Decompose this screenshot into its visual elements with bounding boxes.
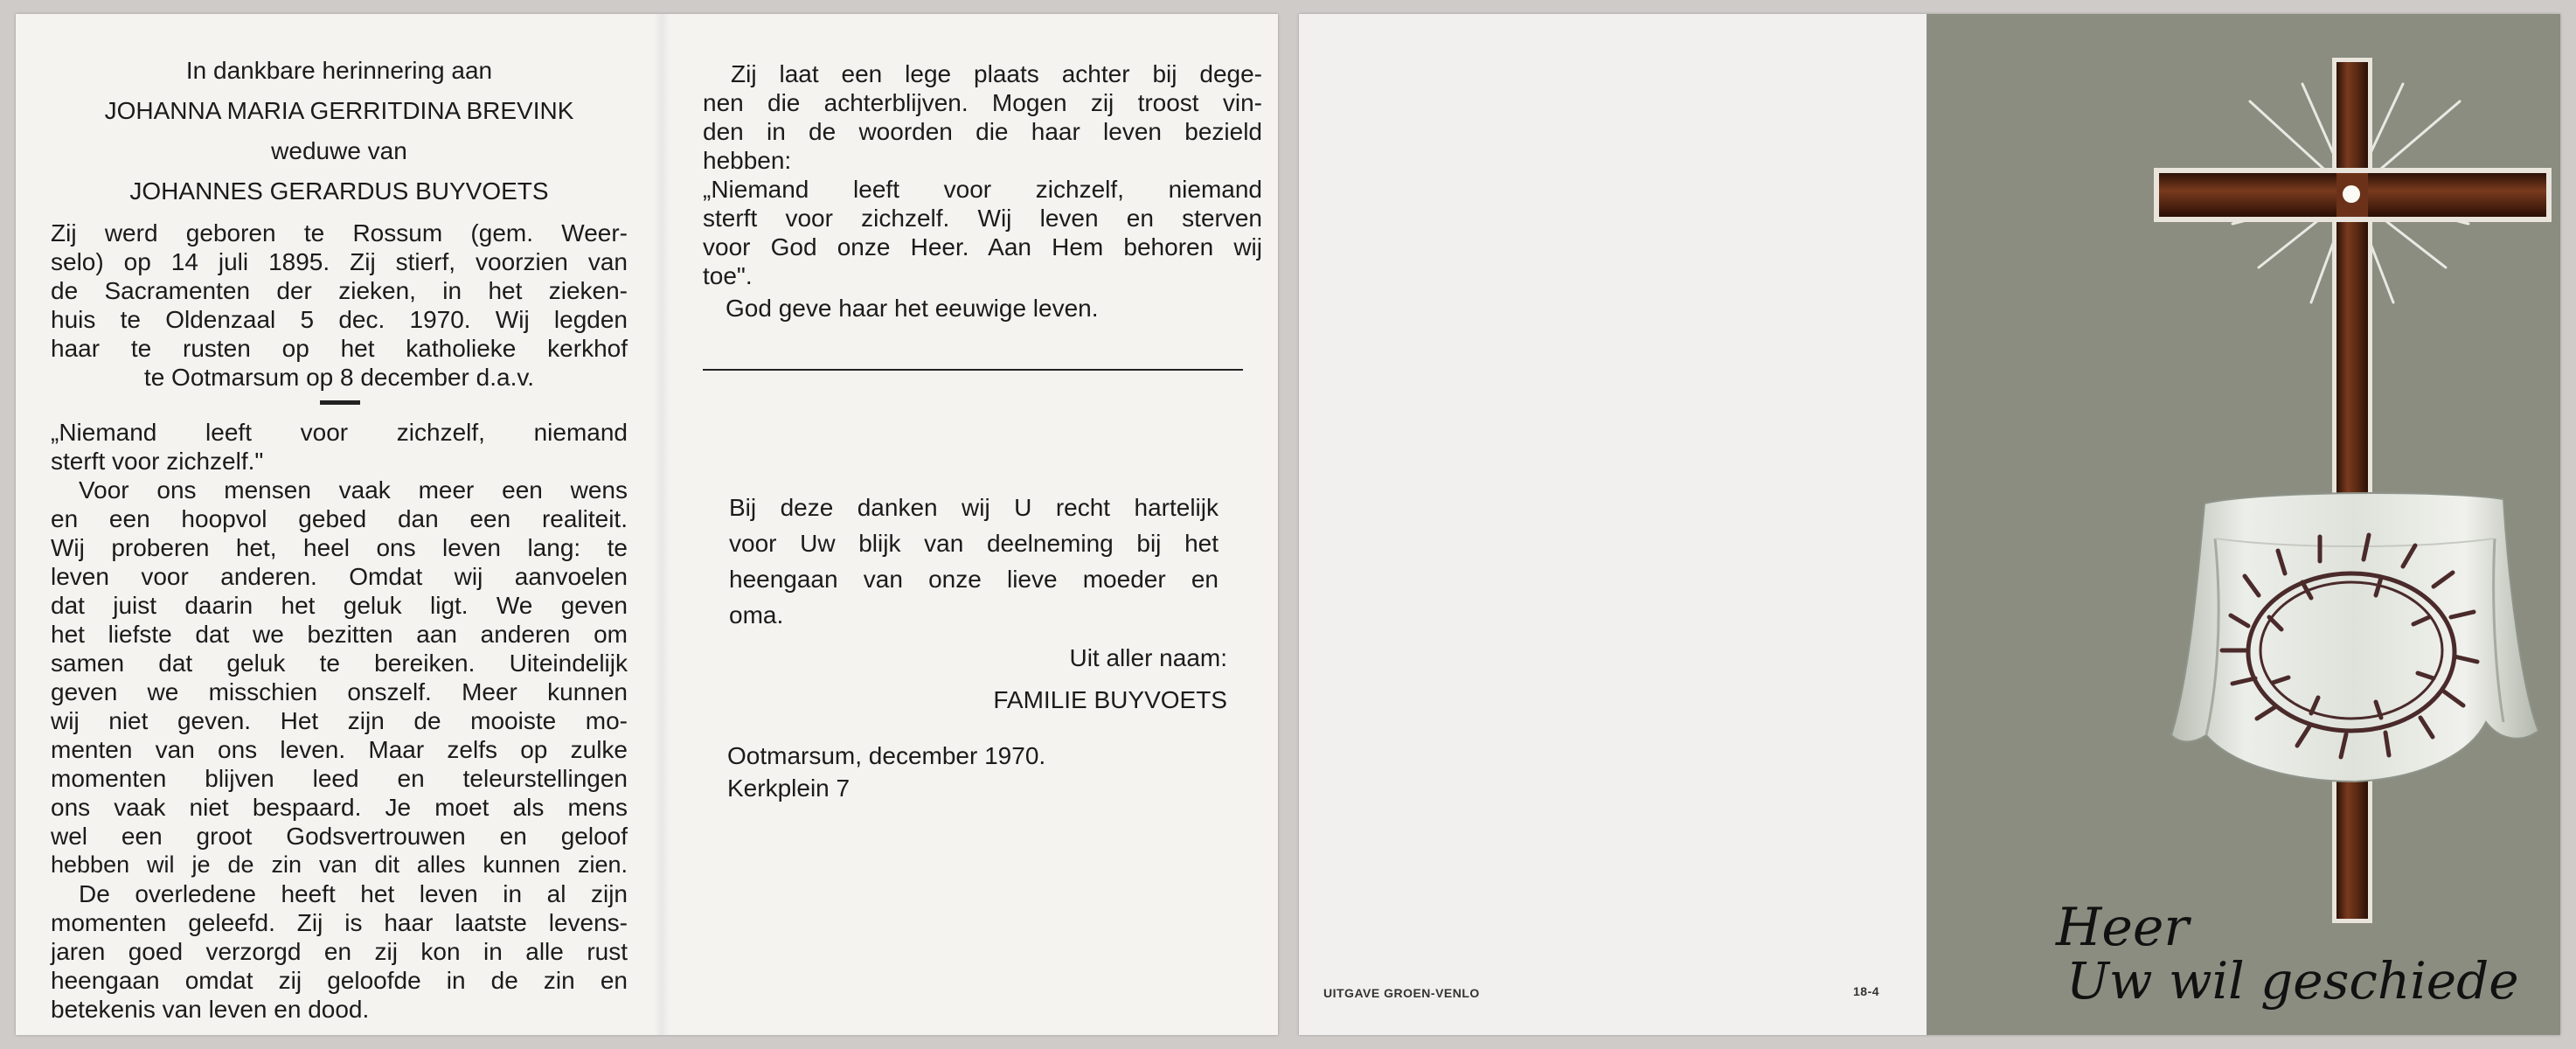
cover-spread	[1299, 14, 2560, 1035]
quote-line: voor God onze Heer. Aan Hem behoren wij	[703, 233, 1262, 261]
back-cover	[1299, 14, 1927, 1035]
heading-widow-of: weduwe van	[271, 137, 407, 164]
bio-line: te Ootmarsum op 8 december d.a.v.	[143, 364, 535, 391]
paragraph-line: het liefste dat we bezitten aan anderen om	[51, 621, 628, 648]
cross	[2154, 58, 2552, 923]
paragraph-line: wij niet geven. Het zijn de mooiste mo-	[51, 707, 628, 734]
thanks-line: Bij deze danken wij U recht hartelijk	[729, 494, 1219, 521]
paragraph-line: leven voor anderen. Omdat wij aanvoelen	[51, 563, 628, 590]
paragraph-line: dat juist daarin het geluk ligt. We geven	[51, 592, 628, 619]
paragraph-line: wel een groot Godsvertrouwen en geloof	[51, 823, 628, 850]
heading-remembrance: In dankbare herinnering aan	[185, 57, 493, 84]
cross-illustration	[1927, 14, 2560, 1035]
card-code: 18-4	[1853, 984, 1880, 998]
paragraph-line: en een hoopvol gebed dan een realiteit.	[51, 505, 628, 532]
paragraph-line: betekenis van leven en dood.	[51, 996, 370, 1023]
family-name: FAMILIE BUYVOETS	[993, 686, 1227, 713]
draped-cloth	[2171, 493, 2538, 782]
thanks-line: voor Uw blijk van deelneming bij het	[729, 530, 1219, 557]
paragraph-line: Wij proberen het, heel ons leven lang: te	[51, 534, 628, 561]
paragraph-line: Zij laat een lege plaats achter bij dege-	[731, 60, 1262, 87]
paragraph-line: geven we misschien onszelf. Meer kunnen	[51, 678, 628, 705]
place-date: Ootmarsum, december 1970.	[727, 742, 1046, 769]
paragraph-line: ons vaak niet bespaard. Je moet als mens	[51, 794, 628, 821]
paragraph-line: momenten geleefd. Zij is haar laatste levens-	[51, 909, 628, 936]
divider	[320, 400, 360, 405]
bio-line: selo) op 14 juli 1895. Zij stierf, voorzien van	[51, 248, 628, 275]
paragraph-line: heengaan omdat zij geloofde in de zin en	[51, 967, 628, 994]
inner-spread	[16, 14, 1278, 1035]
inner-left-page	[51, 14, 628, 1035]
paragraph-line: samen dat geluk te bereiken. Uiteindelijk	[51, 650, 628, 677]
bio-line: huis te Oldenzaal 5 dec. 1970. Wij legden	[51, 306, 628, 333]
quote-line: sterft voor zichzelf. Wij leven en sterven	[703, 205, 1262, 232]
quote-line: „Niemand leeft voor zichzelf, niemand	[51, 419, 628, 446]
signature-intro: Uit aller naam:	[1069, 644, 1227, 671]
thanks-line: heengaan van onze lieve moeder en	[729, 566, 1219, 593]
quote-line: „Niemand leeft voor zichzelf, niemand	[703, 176, 1262, 203]
paragraph-line: hebben wil je de zin van dit alles kunnen zien.	[51, 851, 628, 878]
inner-right-page	[703, 14, 1262, 1035]
cover-title-line1: Heer	[2056, 897, 2190, 958]
spouse-name: JOHANNES GERARDUS BUYVOETS	[129, 177, 549, 205]
cover-title-line2: Uw wil geschiede	[2066, 951, 2519, 1011]
address: Kerkplein 7	[727, 775, 851, 802]
paragraph-line: Voor ons mensen vaak meer een wens	[79, 476, 628, 504]
paragraph-line: den in de woorden die haar leven bezield	[703, 118, 1262, 145]
paragraph-line: hebben:	[703, 147, 792, 174]
quote-line: toe".	[703, 262, 753, 289]
publisher-imprint: UITGAVE GROEN-VENLO	[1323, 986, 1480, 1000]
paragraph-line: momenten blijven leed en teleurstellingen	[51, 765, 628, 792]
paragraph-line: jaren goed verzorgd en zij kon in alle rust	[51, 938, 628, 965]
paragraph-line: De overledene heeft het leven in al zijn	[79, 880, 628, 907]
front-cover	[1927, 14, 2560, 1035]
fold-line	[654, 14, 670, 1035]
blessing: God geve haar het eeuwige leven.	[726, 295, 1099, 322]
paragraph-line: nen die achterblijven. Mogen zij troost vin-	[703, 89, 1262, 116]
bio-line: haar te rusten op het katholieke kerkhof	[51, 335, 628, 362]
paragraph-line: menten van ons leven. Maar zelfs op zulke	[51, 736, 628, 763]
bio-line: de Sacramenten der zieken, in het zieken-	[51, 277, 628, 304]
quote-line: sterft voor zichzelf."	[51, 448, 264, 475]
deceased-name: JOHANNA MARIA GERRITDINA BREVINK	[104, 97, 574, 124]
thanks-line: oma.	[729, 601, 784, 629]
bio-line: Zij werd geboren te Rossum (gem. Weer-	[51, 219, 628, 247]
